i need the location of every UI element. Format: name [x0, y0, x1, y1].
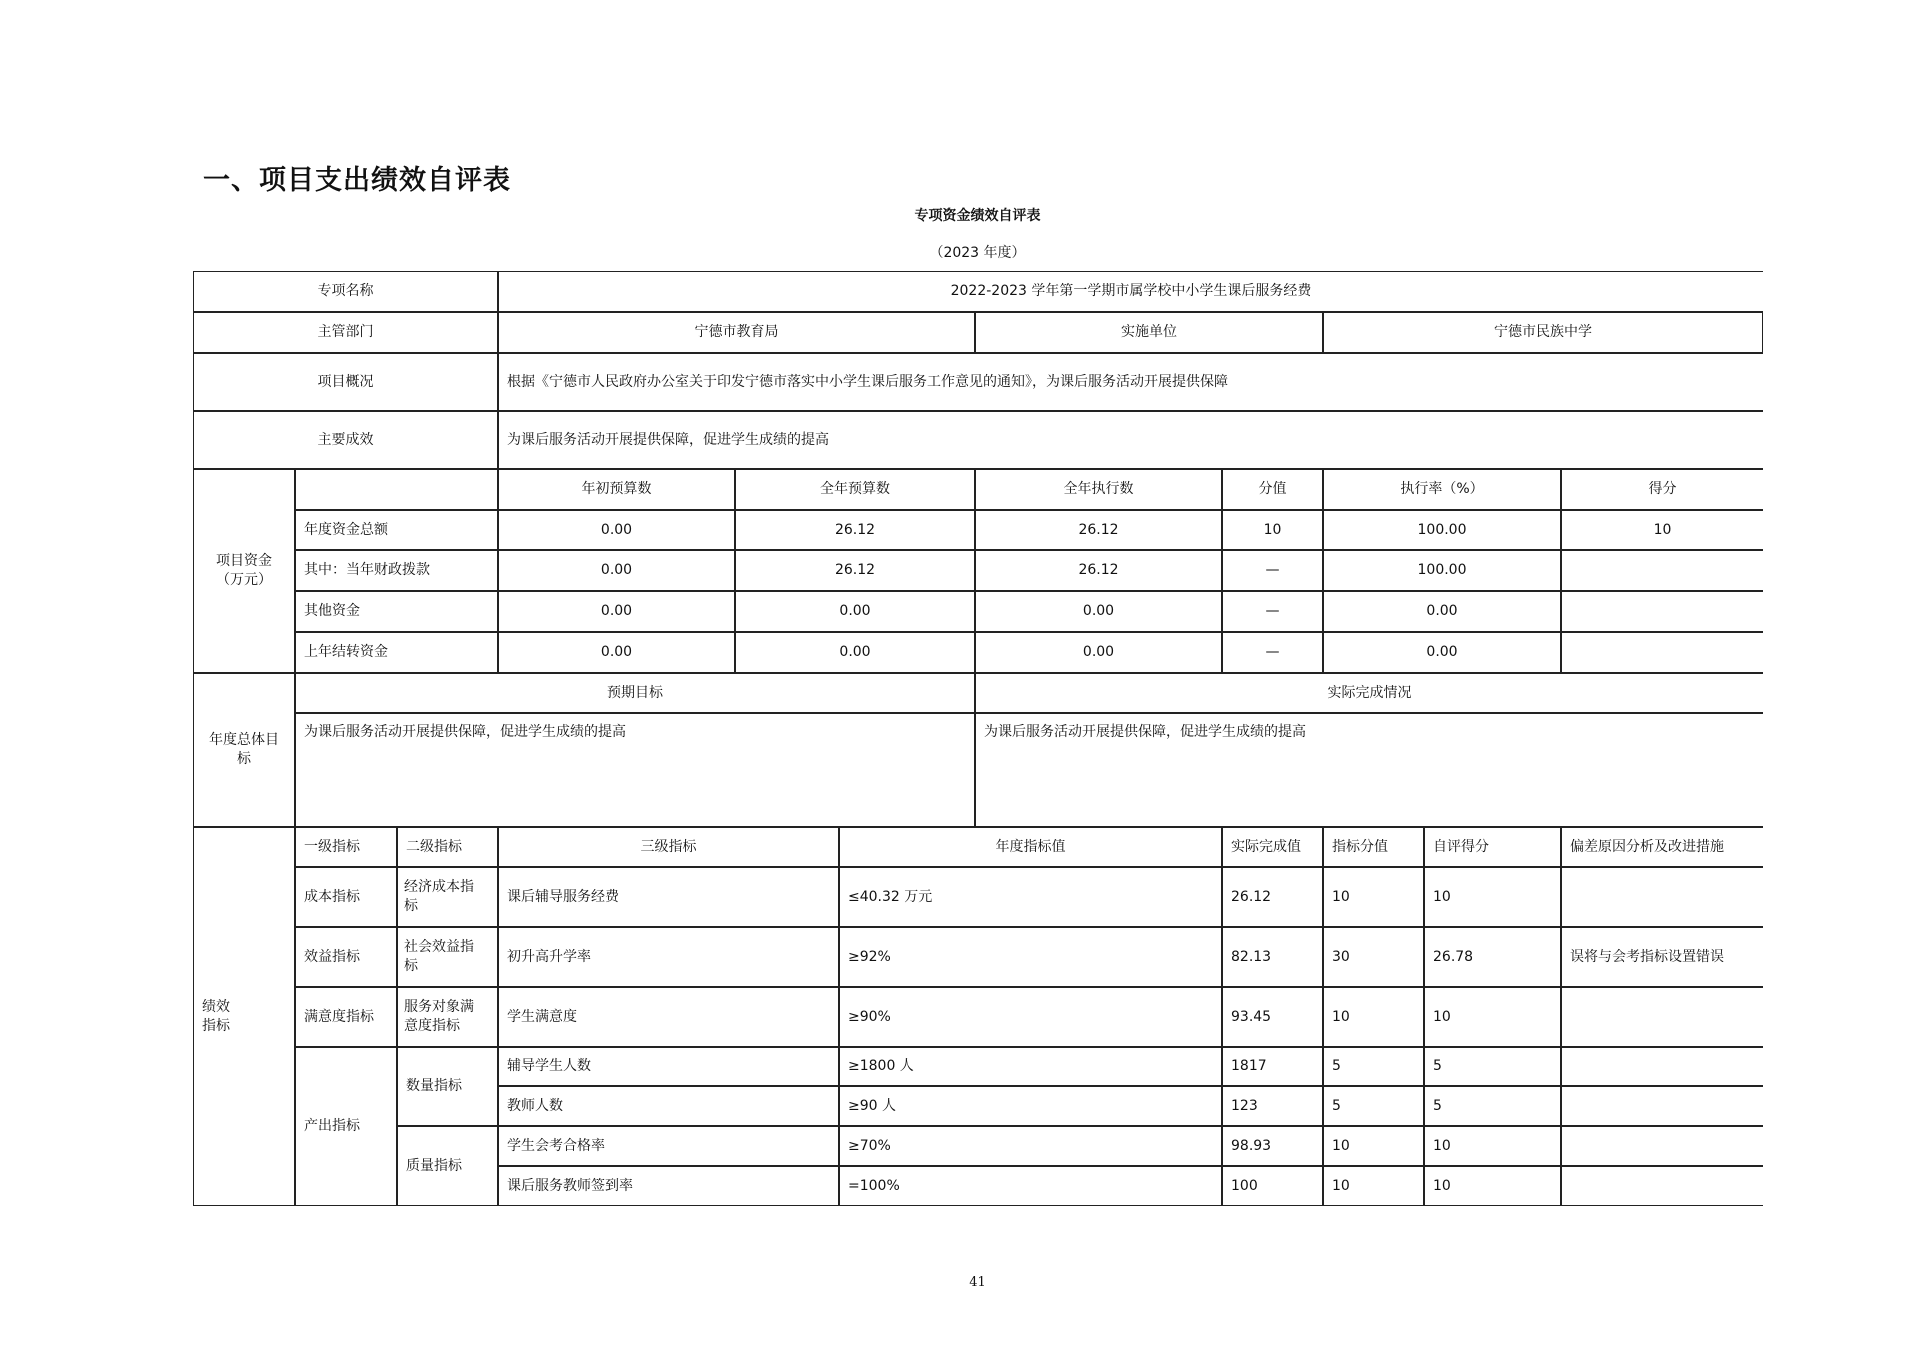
funds-row-score-value: 10	[1222, 510, 1323, 550]
ind-actual: 26.12	[1222, 867, 1323, 927]
ind-header-analysis: 偏差原因分析及改进措施	[1561, 827, 1763, 867]
ind-actual: 98.93	[1222, 1126, 1323, 1166]
funds-header-blank	[295, 469, 498, 510]
ind-analysis: 误将与会考指标设置错误	[1561, 927, 1763, 987]
ind-output-level1: 产出指标	[295, 1047, 397, 1206]
goal-section-label-line1: 年度总体目	[209, 732, 279, 749]
goal-actual-header: 实际完成情况	[975, 673, 1763, 713]
funds-row-label: 上年结转资金	[295, 632, 498, 673]
ind-header-level3: 三级指标	[498, 827, 839, 867]
section-heading: 一、项目支出绩效自评表	[203, 165, 511, 196]
funds-row-score	[1561, 550, 1763, 591]
indicators-section-label-line1: 绩效	[202, 998, 230, 1015]
funds-row-annual: 0.00	[735, 632, 975, 673]
ind-level2	[397, 987, 498, 1047]
goal-expected-value: 为课后服务活动开展提供保障，促进学生成绩的提高	[295, 713, 975, 827]
ind-score: 5	[1424, 1047, 1561, 1086]
ind-analysis	[1561, 1047, 1763, 1086]
dept-value: 宁德市教育局	[498, 312, 975, 353]
ind-score: 10	[1424, 987, 1561, 1047]
unit-value: 宁德市民族中学	[1323, 312, 1763, 353]
funds-header-initial: 年初预算数	[498, 469, 735, 510]
ind-header-level2: 二级指标	[397, 827, 498, 867]
ind-actual: 93.45	[1222, 987, 1323, 1047]
funds-row-initial: 0.00	[498, 550, 735, 591]
ind-level3: 课后辅导服务经费	[498, 867, 839, 927]
table-year: （2023 年度）	[929, 245, 1026, 261]
funds-row-label: 年度资金总额	[295, 510, 498, 550]
funds-header-rate: 执行率（%）	[1323, 469, 1561, 510]
ind-actual: 123	[1222, 1086, 1323, 1126]
ind-weight: 10	[1323, 1126, 1424, 1166]
ind-level1: 满意度指标	[295, 987, 397, 1047]
funds-row-annual: 26.12	[735, 550, 975, 591]
ind-level2-line2: 意度指标	[404, 1018, 460, 1034]
overview-value: 根据《宁德市人民政府办公室关于印发宁德市落实中小学生课后服务工作意见的通知》，为课后服务活动开展提供保障	[498, 353, 1763, 411]
ind-weight: 5	[1323, 1086, 1424, 1126]
ind-level2-line2: 标	[404, 898, 418, 914]
ind-target: ≥90%	[839, 987, 1222, 1047]
ind-level3: 学生满意度	[498, 987, 839, 1047]
ind-level2-line1: 社会效益指	[404, 939, 474, 956]
funds-row-initial: 0.00	[498, 510, 735, 550]
ind-level2-line1: 经济成本指	[404, 879, 474, 896]
funds-header-annual: 全年预算数	[735, 469, 975, 510]
ind-target: ≥1800 人	[839, 1047, 1222, 1086]
ind-score: 10	[1424, 867, 1561, 927]
table-title: 专项资金绩效自评表	[914, 208, 1041, 224]
ind-weight: 10	[1323, 1166, 1424, 1206]
ind-analysis	[1561, 867, 1763, 927]
ind-score: 10	[1424, 1166, 1561, 1206]
funds-section-label	[193, 469, 295, 673]
funds-row-executed: 26.12	[975, 510, 1222, 550]
funds-row-score-value: —	[1222, 632, 1323, 673]
ind-weight: 10	[1323, 987, 1424, 1047]
funds-row-label: 其他资金	[295, 591, 498, 632]
ind-target: ≥70%	[839, 1126, 1222, 1166]
ind-level3: 初升高升学率	[498, 927, 839, 987]
funds-header-executed: 全年执行数	[975, 469, 1222, 510]
ind-level2	[397, 867, 498, 927]
unit-label: 实施单位	[975, 312, 1323, 353]
funds-row-executed: 0.00	[975, 632, 1222, 673]
ind-actual: 1817	[1222, 1047, 1323, 1086]
ind-analysis	[1561, 1166, 1763, 1206]
ind-level3: 学生会考合格率	[498, 1126, 839, 1166]
ind-target: ≤40.32 万元	[839, 867, 1222, 927]
funds-section-label-line2: （万元）	[216, 572, 272, 588]
ind-score: 10	[1424, 1126, 1561, 1166]
results-label: 主要成效	[193, 411, 498, 469]
ind-analysis	[1561, 1086, 1763, 1126]
funds-row-score-value: —	[1222, 550, 1323, 591]
ind-level1: 效益指标	[295, 927, 397, 987]
funds-row-rate: 0.00	[1323, 591, 1561, 632]
ind-weight: 10	[1323, 867, 1424, 927]
funds-header-score-value: 分值	[1222, 469, 1323, 510]
funds-row-annual: 26.12	[735, 510, 975, 550]
funds-row-rate: 100.00	[1323, 510, 1561, 550]
ind-target: ≥92%	[839, 927, 1222, 987]
ind-level1: 成本指标	[295, 867, 397, 927]
funds-row-annual: 0.00	[735, 591, 975, 632]
ind-quality-label: 质量指标	[397, 1126, 498, 1206]
ind-level2-line2: 标	[404, 958, 418, 974]
funds-row-rate: 0.00	[1323, 632, 1561, 673]
ind-weight: 5	[1323, 1047, 1424, 1086]
funds-row-rate: 100.00	[1323, 550, 1561, 591]
ind-actual: 100	[1222, 1166, 1323, 1206]
ind-score: 26.78	[1424, 927, 1561, 987]
funds-row-score: 10	[1561, 510, 1763, 550]
funds-row-label: 其中：当年财政拨款	[295, 550, 498, 591]
project-name-value: 2022-2023 学年第一学期市属学校中小学生课后服务经费	[498, 271, 1763, 312]
ind-quantity-label: 数量指标	[397, 1047, 498, 1126]
goal-actual-value: 为课后服务活动开展提供保障，促进学生成绩的提高	[975, 713, 1763, 827]
indicators-section-label-line2: 指标	[202, 1017, 230, 1034]
ind-target: ≥90 人	[839, 1086, 1222, 1126]
ind-weight: 30	[1323, 927, 1424, 987]
ind-level3: 辅导学生人数	[498, 1047, 839, 1086]
ind-header-score: 自评得分	[1424, 827, 1561, 867]
ind-analysis	[1561, 1126, 1763, 1166]
page-number: 41	[969, 1275, 986, 1290]
ind-header-weight: 指标分值	[1323, 827, 1424, 867]
project-name-label: 专项名称	[193, 271, 498, 312]
performance-table	[193, 271, 1763, 1206]
goal-section-label	[193, 673, 295, 827]
ind-actual: 82.13	[1222, 927, 1323, 987]
funds-section-label-line1: 项目资金	[216, 553, 272, 570]
ind-header-level1: 一级指标	[295, 827, 397, 867]
ind-score: 5	[1424, 1086, 1561, 1126]
goal-section-label-line2: 标	[237, 751, 251, 767]
funds-row-initial: 0.00	[498, 632, 735, 673]
funds-row-score	[1561, 591, 1763, 632]
ind-header-target: 年度指标值	[839, 827, 1222, 867]
dept-label: 主管部门	[193, 312, 498, 353]
funds-row-score-value: —	[1222, 591, 1323, 632]
funds-row-score	[1561, 632, 1763, 673]
ind-level2	[397, 927, 498, 987]
funds-header-score: 得分	[1561, 469, 1763, 510]
goal-expected-header: 预期目标	[295, 673, 975, 713]
ind-level2-line1: 服务对象满	[404, 999, 474, 1016]
ind-level3: 教师人数	[498, 1086, 839, 1126]
results-value: 为课后服务活动开展提供保障，促进学生成绩的提高	[498, 411, 1763, 469]
ind-target: =100%	[839, 1166, 1222, 1206]
ind-level3: 课后服务教师签到率	[498, 1166, 839, 1206]
ind-header-actual: 实际完成值	[1222, 827, 1323, 867]
funds-row-executed: 0.00	[975, 591, 1222, 632]
indicators-section-label	[193, 827, 295, 1206]
overview-label: 项目概况	[193, 353, 498, 411]
ind-analysis	[1561, 987, 1763, 1047]
funds-row-executed: 26.12	[975, 550, 1222, 591]
funds-row-initial: 0.00	[498, 591, 735, 632]
